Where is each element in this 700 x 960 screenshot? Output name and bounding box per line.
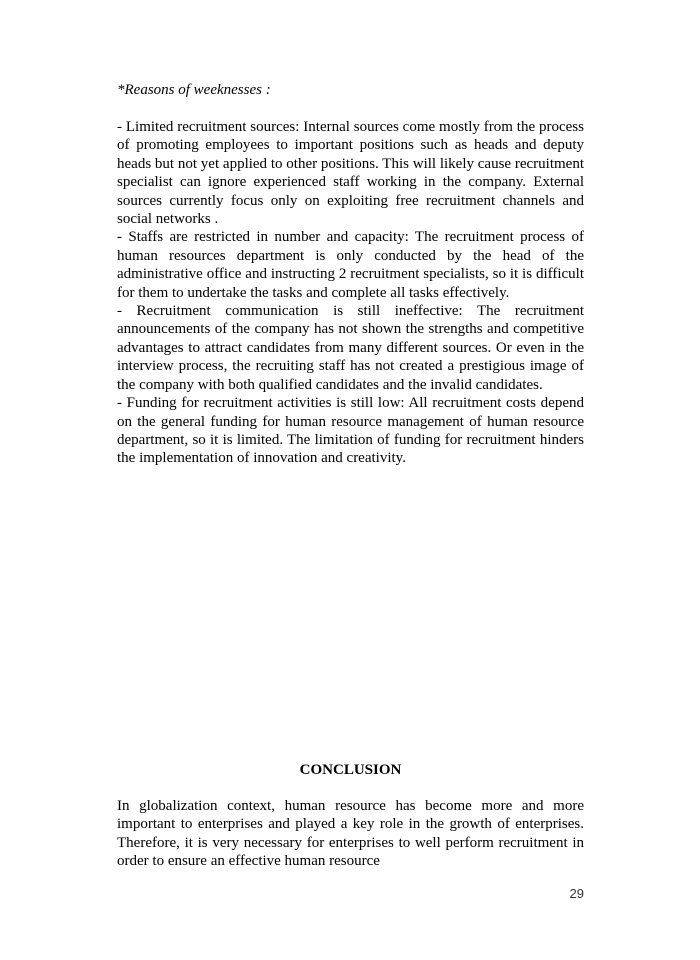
section-heading: *Reasons of weeknesses : — [117, 82, 271, 98]
paragraph-staffs-restricted: - Staffs are restricted in number and capacity: The recruitment process of human resources department is only conducted by the head of the administrative office and instructing 2 recruitment specialists, so it is difficult for them to undertake the tasks and complete all tasks effectively. — [117, 229, 584, 301]
weaknesses-body — [117, 118, 584, 468]
paragraph-limited-recruitment-sources: - Limited recruitment sources: Internal sources come mostly from the process of promoting employees to important positions such as heads and deputy heads but not yet applied to other positions. This will likely cause recruitment specialist can ignore experienced staff working in the company. External sources currently focus only on exploiting free recruitment channels and social networks . — [117, 119, 584, 228]
conclusion-title: CONCLUSION — [299, 762, 402, 778]
paragraph-funding: - Funding for recruitment activities is still low: All recruitment costs depend on the general funding for human resource management of human resource department, so it is limited. The limitation of funding for recruitment hinders the implementation of innovation and creativity. — [117, 395, 584, 467]
paragraph-recruitment-communication: - Recruitment communication is still ineffective: The recruitment announcements of the company has not shown the strengths and competitive advantages to attract candidates from many different sources. Or even in the interview process, the recruiting staff has not created a prestigious image of the company with both qualified candidates and the invalid candidates. — [117, 303, 584, 393]
page-number: 29 — [569, 886, 584, 901]
conclusion-paragraph: In globalization context, human resource has become more and more important to enterprises and played a key role in the growth of enterprises. Therefore, it is very necessary for enterprises to well perform recruitment in order to ensure an effective human resource — [117, 798, 584, 870]
